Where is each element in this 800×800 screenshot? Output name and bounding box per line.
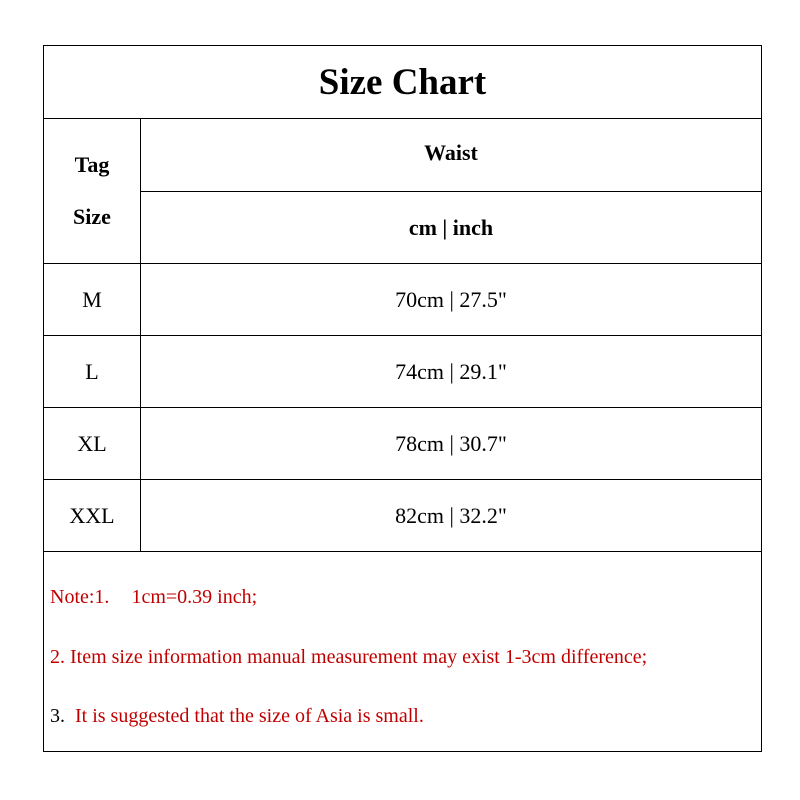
chart-title: Size Chart	[44, 46, 761, 119]
waist-cell-xl: 78cm | 30.7"	[395, 430, 507, 456]
note-3-number: 3.	[50, 705, 65, 727]
note-1-prefix: Note:1.	[50, 586, 110, 608]
size-cell-xxl: XXL	[69, 502, 115, 528]
notes-section	[44, 552, 761, 751]
tag-size-header	[44, 119, 140, 263]
unit-header: cm | inch	[408, 214, 494, 240]
size-grid	[44, 119, 761, 551]
waist-cell-xxl: 82cm | 32.2"	[395, 502, 507, 528]
size-cell-m: M	[82, 286, 102, 312]
size-cell-l: L	[85, 358, 99, 384]
note-1	[50, 586, 257, 609]
size-cell-xl: XL	[77, 430, 107, 456]
note-3	[50, 705, 424, 728]
size-label: Size	[73, 204, 111, 229]
waist-cell-l: 74cm | 29.1"	[395, 358, 507, 384]
note-3-text: It is suggested that the size of Asia is small.	[75, 705, 424, 727]
tag-label: Tag	[74, 152, 110, 177]
note-2: 2. Item size information manual measurement may exist 1-3cm difference;	[50, 646, 648, 668]
waist-cell-m: 70cm | 27.5"	[395, 286, 507, 312]
size-chart-table	[43, 45, 762, 752]
waist-header: Waist	[424, 140, 478, 165]
note-1-text: 1cm=0.39 inch;	[131, 586, 258, 608]
